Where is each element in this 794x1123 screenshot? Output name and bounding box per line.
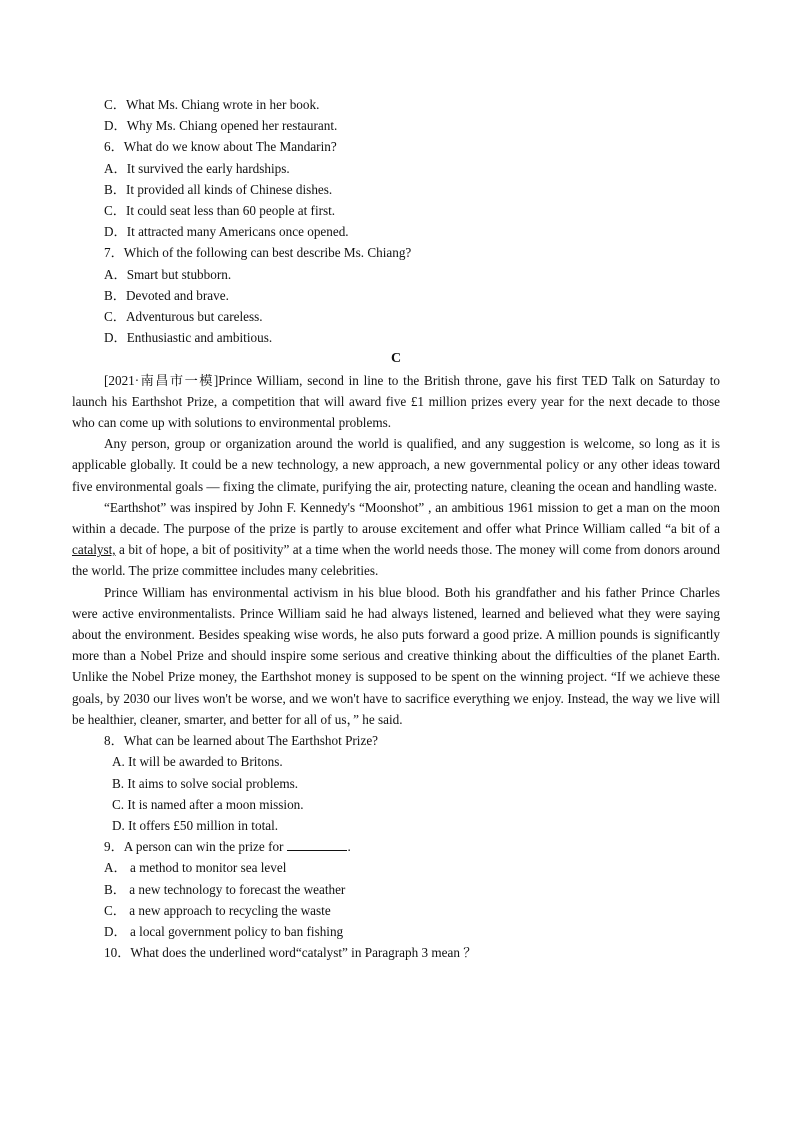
q6-option-d: D．It attracted many Americans once opened. — [104, 224, 349, 240]
q7-option-a: A．Smart but stubborn. — [104, 266, 232, 282]
paragraph-3-text-after: a bit of hope, a bit of positivity” at a time when the world needs those. The money will come from donors around the world. The prize committee includes many celebrities. — [72, 542, 720, 579]
passage-paragraph-3 — [72, 497, 720, 582]
q8-option-b: B. It aims to solve social problems. — [112, 775, 299, 791]
q8-option-c: C. It is named after a moon mission. — [112, 796, 304, 812]
q6-option-a: A．It survived the early hardships. — [104, 160, 290, 176]
q9-stem — [72, 836, 720, 857]
q5-option-d: D．Why Ms. Chiang opened her restaurant. — [104, 118, 338, 134]
passage-paragraph-2: Any person, group or organization around the world is qualified, and any suggestion is welcome, so long as it is applicable globally. It could be a new technology, a new approach, a new governmental policy or any other ideas toward five environmental goals — fixing the climate, purifying the air, protecting nature, cleaning the ocean and handling waste. — [72, 436, 720, 494]
q7-option-b: B．Devoted and brave. — [104, 287, 229, 303]
q9-stem-end: . — [347, 839, 351, 855]
q9-option-a: A． a method to monitor sea level — [104, 860, 287, 876]
q8-option-d: D. It offers £50 million in total. — [112, 817, 279, 833]
q8-stem: 8．What can be learned about The Earthshot Prize? — [104, 733, 379, 749]
q9-option-c: C． a new approach to recycling the waste — [104, 902, 331, 918]
paragraph-3-text-before: “Earthshot” was inspired by John F. Kennedy's “Moonshot” , an ambitious 1961 mission to get a man on the moon within a decade. The purpose of the prize is partly to arouse excitement and offer what Prince William called “a bit of a — [72, 499, 720, 537]
q5-option-c: C．What Ms. Chiang wrote in her book. — [104, 97, 320, 112]
answer-blank — [287, 836, 347, 851]
q7-option-c: C．Adventurous but careless. — [104, 309, 263, 325]
q9-option-d: D． a local government policy to ban fishing — [104, 923, 344, 939]
underlined-word-catalyst: catalyst, — [72, 542, 116, 558]
section-title: C — [390, 351, 402, 367]
q6-option-b: B．It provided all kinds of Chinese dishes. — [104, 181, 333, 197]
q7-option-d: D．Enthusiastic and ambitious. — [104, 330, 273, 346]
passage-paragraph-4: Prince William has environmental activism in his blue blood. Both his grandfather and his father Prince Charles were active environmentalists. Prince William said he had always listened, learned and believed what they were saying about the environment. Besides speaking wise words, he also puts forward a good prize. A million pounds is significantly more than a Nobel Prize and should inspire some serious and creative thinking about the difficulties of the planet Earth. Unlike the Nobel Prize money, the Earthshot money is supposed to be spent on the winning project. “If we achieve these goals, by 2030 our lives won't be worse, and we won't have to sacrifice everything we enjoy. Instead, the way we live will be healthier, cleaner, smarter, and better for all of us，” he said. — [72, 584, 720, 727]
q6-option-c: C．It could seat less than 60 people at first. — [104, 203, 336, 219]
worksheet-page — [72, 94, 720, 963]
q8-option-a: A. It will be awarded to Britons. — [112, 754, 283, 770]
q6-stem: 6．What do we know about The Mandarin? — [104, 139, 337, 155]
q9-stem-text: 9．A person can win the prize for — [104, 839, 284, 855]
q7-stem: 7．Which of the following can best describe Ms. Chiang? — [104, 245, 412, 261]
q9-option-b: B． a new technology to forecast the weather — [104, 881, 346, 897]
passage-paragraph-1: [2021·南昌市一模]Prince William, second in line to the British throne, gave his first TED Talk on Saturday to launch his Earthshot Prize, a competition that will award five £1 million prizes every year for the next decade to those who can come up with solutions to environmental problems. — [72, 372, 720, 431]
q10-stem: 10．What does the underlined word“catalyst” in Paragraph 3 mean ？ — [104, 945, 477, 961]
